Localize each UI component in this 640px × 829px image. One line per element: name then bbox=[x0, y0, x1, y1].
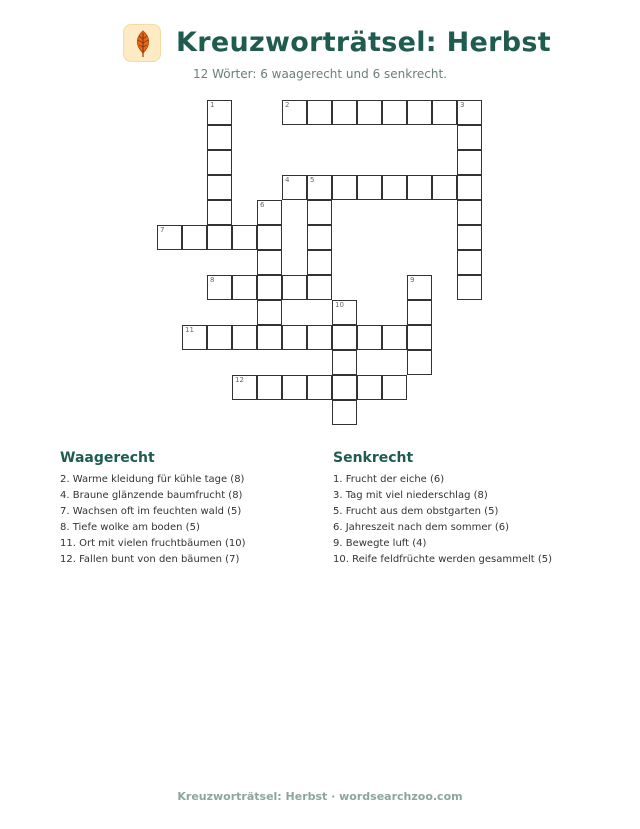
crossword-cell[interactable] bbox=[357, 325, 382, 350]
crossword-cell[interactable] bbox=[457, 275, 482, 300]
crossword-cell[interactable] bbox=[307, 375, 332, 400]
crossword-cell[interactable] bbox=[232, 275, 257, 300]
crossword-cell[interactable] bbox=[457, 125, 482, 150]
crossword-cell[interactable] bbox=[357, 175, 382, 200]
crossword-cell[interactable] bbox=[332, 375, 357, 400]
clue-down: 3. Tag mit viel niederschlag (8) bbox=[333, 490, 488, 501]
crossword-cell[interactable] bbox=[257, 250, 282, 275]
clue-across: 2. Warme kleidung für kühle tage (8) bbox=[60, 474, 245, 485]
crossword-cell[interactable] bbox=[332, 350, 357, 375]
crossword-cell[interactable] bbox=[407, 300, 432, 325]
cell-number: 3 bbox=[460, 101, 465, 109]
crossword-cell[interactable] bbox=[282, 100, 307, 125]
across-heading: Waagerecht bbox=[60, 450, 155, 466]
cell-number: 11 bbox=[185, 326, 194, 334]
cell-number: 6 bbox=[260, 201, 265, 209]
crossword-cell[interactable] bbox=[232, 325, 257, 350]
crossword-cell[interactable] bbox=[207, 100, 232, 125]
down-clues bbox=[333, 450, 603, 568]
crossword-cell[interactable] bbox=[257, 225, 282, 250]
clue-down: 10. Reife feldfrüchte werden gesammelt (5) bbox=[333, 554, 553, 565]
crossword-cell[interactable] bbox=[207, 325, 232, 350]
clue-down: 1. Frucht der eiche (6) bbox=[333, 474, 445, 485]
crossword-cell[interactable] bbox=[357, 375, 382, 400]
crossword-cell[interactable] bbox=[457, 200, 482, 225]
down-heading: Senkrecht bbox=[333, 450, 414, 466]
crossword-cell[interactable] bbox=[407, 100, 432, 125]
crossword-cell[interactable] bbox=[457, 100, 482, 125]
clue-across: 4. Braune glänzende baumfrucht (8) bbox=[60, 490, 243, 501]
crossword-cell[interactable] bbox=[457, 150, 482, 175]
clue-down: 6. Jahreszeit nach dem sommer (6) bbox=[333, 522, 509, 533]
crossword-cell[interactable] bbox=[307, 175, 332, 200]
page-subtitle: 12 Wörter: 6 waagerecht und 6 senkrecht. bbox=[193, 67, 447, 81]
crossword-cell[interactable] bbox=[382, 100, 407, 125]
cell-number: 5 bbox=[310, 176, 315, 184]
crossword-cell[interactable] bbox=[257, 200, 282, 225]
crossword-cell[interactable] bbox=[307, 200, 332, 225]
cell-number: 10 bbox=[335, 301, 344, 309]
crossword-cell[interactable] bbox=[407, 350, 432, 375]
crossword-cell[interactable] bbox=[332, 100, 357, 125]
cell-number: 2 bbox=[285, 101, 290, 109]
page-title: Kreuzworträtsel: Herbst bbox=[176, 27, 551, 58]
crossword-cell[interactable] bbox=[257, 375, 282, 400]
crossword-cell[interactable] bbox=[182, 325, 207, 350]
crossword-cell[interactable] bbox=[232, 375, 257, 400]
crossword-cell[interactable] bbox=[432, 175, 457, 200]
cell-number: 12 bbox=[235, 376, 244, 384]
crossword-cell[interactable] bbox=[207, 175, 232, 200]
crossword-cell[interactable] bbox=[307, 250, 332, 275]
crossword-cell[interactable] bbox=[382, 325, 407, 350]
cell-number: 7 bbox=[160, 226, 165, 234]
crossword-cell[interactable] bbox=[207, 125, 232, 150]
cell-number: 9 bbox=[410, 276, 415, 284]
crossword-cell[interactable] bbox=[207, 225, 232, 250]
crossword-cell[interactable] bbox=[282, 275, 307, 300]
crossword-cell[interactable] bbox=[257, 300, 282, 325]
crossword-cell[interactable] bbox=[307, 275, 332, 300]
crossword-cell[interactable] bbox=[382, 375, 407, 400]
crossword-cell[interactable] bbox=[157, 225, 182, 250]
crossword-cell[interactable] bbox=[382, 175, 407, 200]
crossword-cell[interactable] bbox=[282, 325, 307, 350]
crossword-cell[interactable] bbox=[407, 275, 432, 300]
crossword-cell[interactable] bbox=[282, 375, 307, 400]
crossword-cell[interactable] bbox=[207, 275, 232, 300]
cell-number: 8 bbox=[210, 276, 215, 284]
crossword-cell[interactable] bbox=[182, 225, 207, 250]
crossword-cell[interactable] bbox=[457, 250, 482, 275]
crossword-cell[interactable] bbox=[207, 150, 232, 175]
crossword-cell[interactable] bbox=[457, 225, 482, 250]
crossword-cell[interactable] bbox=[332, 175, 357, 200]
crossword-cell[interactable] bbox=[207, 200, 232, 225]
crossword-cell[interactable] bbox=[357, 100, 382, 125]
clue-across: 12. Fallen bunt von den bäumen (7) bbox=[60, 554, 240, 565]
crossword-cell[interactable] bbox=[332, 325, 357, 350]
across-clues bbox=[60, 450, 330, 568]
crossword-cell[interactable] bbox=[307, 100, 332, 125]
clue-across: 7. Wachsen oft im feuchten wald (5) bbox=[60, 506, 242, 517]
crossword-cell[interactable] bbox=[282, 175, 307, 200]
clue-down: 5. Frucht aus dem obstgarten (5) bbox=[333, 506, 499, 517]
crossword-cell[interactable] bbox=[307, 325, 332, 350]
crossword-cell[interactable] bbox=[307, 225, 332, 250]
crossword-cell[interactable] bbox=[332, 300, 357, 325]
clue-down: 9. Bewegte luft (4) bbox=[333, 538, 427, 549]
crossword-cell[interactable] bbox=[432, 100, 457, 125]
cell-number: 1 bbox=[210, 101, 215, 109]
crossword-cell[interactable] bbox=[232, 225, 257, 250]
clue-across: 8. Tiefe wolke am boden (5) bbox=[60, 522, 200, 533]
footer: Kreuzworträtsel: Herbst · wordsearchzoo.com bbox=[177, 790, 463, 803]
crossword-cell[interactable] bbox=[407, 175, 432, 200]
crossword-cell[interactable] bbox=[457, 175, 482, 200]
crossword-cell[interactable] bbox=[407, 325, 432, 350]
crossword-cell[interactable] bbox=[257, 325, 282, 350]
clue-across: 11. Ort mit vielen fruchtbäumen (10) bbox=[60, 538, 246, 549]
crossword-cell[interactable] bbox=[332, 400, 357, 425]
cell-number: 4 bbox=[285, 176, 290, 184]
crossword-cell[interactable] bbox=[257, 275, 282, 300]
